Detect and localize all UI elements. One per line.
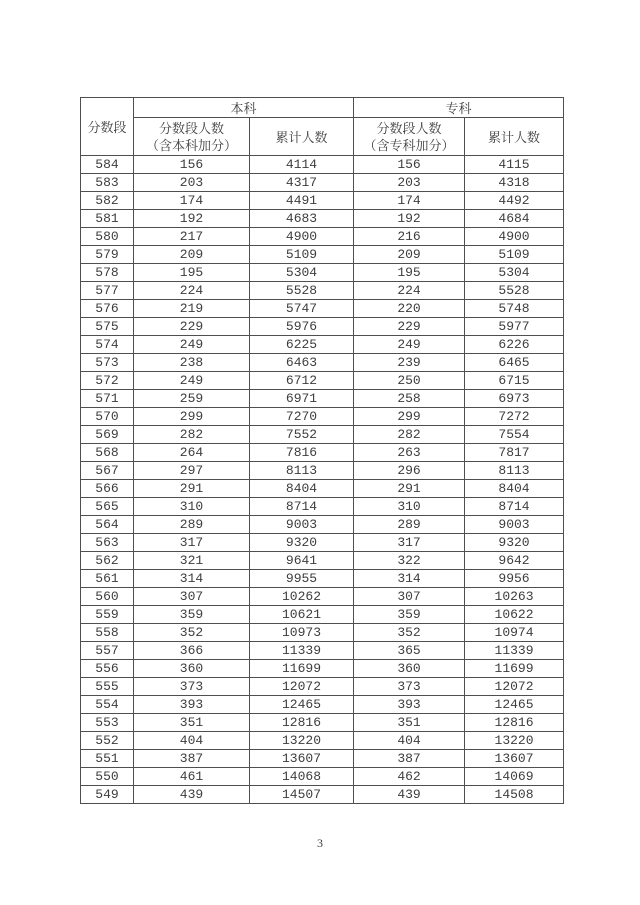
table-cell: 4317 <box>250 174 354 192</box>
table-cell: 393 <box>354 696 465 714</box>
table-cell: 575 <box>81 318 134 336</box>
table-cell: 5748 <box>465 300 564 318</box>
table-cell: 282 <box>354 426 465 444</box>
score-distribution-table <box>80 97 564 804</box>
table-cell: 9956 <box>465 570 564 588</box>
table-cell: 556 <box>81 660 134 678</box>
table-cell: 217 <box>134 228 250 246</box>
table-cell: 229 <box>354 318 465 336</box>
header-college-count <box>354 118 465 156</box>
table-cell: 568 <box>81 444 134 462</box>
table-cell: 12465 <box>250 696 354 714</box>
table-cell: 561 <box>81 570 134 588</box>
table-cell: 12465 <box>465 696 564 714</box>
header-subhead-row <box>81 118 564 156</box>
table-cell: 317 <box>134 534 250 552</box>
table-cell: 6715 <box>465 372 564 390</box>
table-cell: 14068 <box>250 768 354 786</box>
table-cell: 557 <box>81 642 134 660</box>
table-cell: 439 <box>134 786 250 804</box>
table-cell: 10263 <box>465 588 564 606</box>
table-cell: 10621 <box>250 606 354 624</box>
table-cell: 203 <box>134 174 250 192</box>
table-cell: 224 <box>134 282 250 300</box>
table-cell: 9320 <box>250 534 354 552</box>
table-cell: 229 <box>134 318 250 336</box>
table-row <box>81 732 564 750</box>
table-cell: 559 <box>81 606 134 624</box>
table-cell: 13220 <box>465 732 564 750</box>
table-row <box>81 300 564 318</box>
table-cell: 239 <box>354 354 465 372</box>
table-cell: 317 <box>354 534 465 552</box>
table-cell: 6973 <box>465 390 564 408</box>
header-score-segment: 分数段 <box>81 98 134 156</box>
table-cell: 10974 <box>465 624 564 642</box>
header-college-count-line1: 分数段人数 <box>376 120 442 136</box>
table-cell: 9320 <box>465 534 564 552</box>
table-row <box>81 174 564 192</box>
table-row <box>81 678 564 696</box>
table-cell: 393 <box>134 696 250 714</box>
page-number: 3 <box>317 836 323 850</box>
table-cell: 574 <box>81 336 134 354</box>
table-cell: 5528 <box>250 282 354 300</box>
header-college-count-line2: （含专科加分） <box>363 137 455 153</box>
table-cell: 4318 <box>465 174 564 192</box>
table-cell: 571 <box>81 390 134 408</box>
table-cell: 249 <box>354 336 465 354</box>
table-cell: 299 <box>354 408 465 426</box>
table-cell: 549 <box>81 786 134 804</box>
table-cell: 291 <box>134 480 250 498</box>
table-cell: 462 <box>354 768 465 786</box>
table-cell: 580 <box>81 228 134 246</box>
table-cell: 558 <box>81 624 134 642</box>
table-cell: 209 <box>354 246 465 264</box>
table-cell: 195 <box>354 264 465 282</box>
table-cell: 359 <box>354 606 465 624</box>
table-row <box>81 372 564 390</box>
table-cell: 4683 <box>250 210 354 228</box>
table-cell: 297 <box>134 462 250 480</box>
table-row <box>81 516 564 534</box>
table-cell: 551 <box>81 750 134 768</box>
table-cell: 6225 <box>250 336 354 354</box>
table-cell: 562 <box>81 552 134 570</box>
table-cell: 6463 <box>250 354 354 372</box>
table-cell: 352 <box>354 624 465 642</box>
table-row <box>81 714 564 732</box>
table-row <box>81 642 564 660</box>
header-group-college: 专科 <box>354 98 564 118</box>
table-cell: 259 <box>134 390 250 408</box>
table-cell: 550 <box>81 768 134 786</box>
table-cell: 314 <box>354 570 465 588</box>
table-cell: 404 <box>354 732 465 750</box>
table-cell: 4114 <box>250 156 354 174</box>
table-row <box>81 588 564 606</box>
table-cell: 282 <box>134 426 250 444</box>
table-cell: 289 <box>134 516 250 534</box>
table-row <box>81 750 564 768</box>
table-cell: 461 <box>134 768 250 786</box>
table-cell: 581 <box>81 210 134 228</box>
table-cell: 6712 <box>250 372 354 390</box>
table-cell: 6226 <box>465 336 564 354</box>
table-row <box>81 408 564 426</box>
table-cell: 8113 <box>250 462 354 480</box>
table-cell: 7554 <box>465 426 564 444</box>
table-cell: 9641 <box>250 552 354 570</box>
table-cell: 366 <box>134 642 250 660</box>
table-cell: 360 <box>134 660 250 678</box>
table-cell: 567 <box>81 462 134 480</box>
table-row <box>81 264 564 282</box>
table-cell: 13607 <box>250 750 354 768</box>
table-cell: 359 <box>134 606 250 624</box>
table-row <box>81 606 564 624</box>
table-cell: 11339 <box>465 642 564 660</box>
table-cell: 404 <box>134 732 250 750</box>
header-undergraduate-cumulative: 累计人数 <box>250 118 354 156</box>
table-cell: 14507 <box>250 786 354 804</box>
table-cell: 584 <box>81 156 134 174</box>
table-cell: 387 <box>354 750 465 768</box>
table-cell: 553 <box>81 714 134 732</box>
table-row <box>81 228 564 246</box>
table-cell: 351 <box>354 714 465 732</box>
table-row <box>81 660 564 678</box>
table-cell: 578 <box>81 264 134 282</box>
table-cell: 310 <box>354 498 465 516</box>
table-cell: 9955 <box>250 570 354 588</box>
table-cell: 365 <box>354 642 465 660</box>
table-cell: 564 <box>81 516 134 534</box>
table-cell: 4900 <box>465 228 564 246</box>
table-cell: 573 <box>81 354 134 372</box>
table-cell: 8404 <box>465 480 564 498</box>
table-cell: 203 <box>354 174 465 192</box>
table-cell: 216 <box>354 228 465 246</box>
table-cell: 249 <box>134 336 250 354</box>
table-cell: 576 <box>81 300 134 318</box>
table-cell: 373 <box>134 678 250 696</box>
table-cell: 360 <box>354 660 465 678</box>
table-cell: 566 <box>81 480 134 498</box>
table-cell: 5109 <box>465 246 564 264</box>
table-cell: 5747 <box>250 300 354 318</box>
table-row <box>81 570 564 588</box>
table-row <box>81 624 564 642</box>
table-row <box>81 192 564 210</box>
table-cell: 12072 <box>465 678 564 696</box>
table-row <box>81 696 564 714</box>
table-row <box>81 156 564 174</box>
table-row <box>81 462 564 480</box>
table-cell: 5977 <box>465 318 564 336</box>
header-group-row <box>81 98 564 118</box>
table-cell: 5528 <box>465 282 564 300</box>
table-cell: 9003 <box>465 516 564 534</box>
table-cell: 4684 <box>465 210 564 228</box>
table-cell: 569 <box>81 426 134 444</box>
header-undergraduate-count-line1: 分数段人数 <box>158 120 224 136</box>
table-cell: 579 <box>81 246 134 264</box>
table-cell: 14508 <box>465 786 564 804</box>
table-cell: 264 <box>134 444 250 462</box>
table-row <box>81 336 564 354</box>
table-cell: 195 <box>134 264 250 282</box>
table-cell: 321 <box>134 552 250 570</box>
table-row <box>81 390 564 408</box>
table-cell: 563 <box>81 534 134 552</box>
table-cell: 174 <box>354 192 465 210</box>
table-cell: 314 <box>134 570 250 588</box>
table-cell: 10622 <box>465 606 564 624</box>
table-row <box>81 282 564 300</box>
table-cell: 263 <box>354 444 465 462</box>
table-cell: 9642 <box>465 552 564 570</box>
header-undergraduate-count <box>134 118 250 156</box>
table-cell: 156 <box>134 156 250 174</box>
table-cell: 4491 <box>250 192 354 210</box>
table-cell: 310 <box>134 498 250 516</box>
table-cell: 7816 <box>250 444 354 462</box>
table-cell: 4900 <box>250 228 354 246</box>
table-row <box>81 768 564 786</box>
table-cell: 307 <box>354 588 465 606</box>
table-cell: 577 <box>81 282 134 300</box>
table-cell: 560 <box>81 588 134 606</box>
table-cell: 13607 <box>465 750 564 768</box>
table-cell: 11699 <box>465 660 564 678</box>
table-cell: 7272 <box>465 408 564 426</box>
table-row <box>81 318 564 336</box>
table-cell: 8714 <box>250 498 354 516</box>
table-cell: 8714 <box>465 498 564 516</box>
table-cell: 8404 <box>250 480 354 498</box>
table-cell: 5109 <box>250 246 354 264</box>
table-cell: 555 <box>81 678 134 696</box>
table-cell: 250 <box>354 372 465 390</box>
table-cell: 4492 <box>465 192 564 210</box>
table-cell: 5976 <box>250 318 354 336</box>
table-cell: 291 <box>354 480 465 498</box>
table-cell: 174 <box>134 192 250 210</box>
table-cell: 289 <box>354 516 465 534</box>
table-cell: 572 <box>81 372 134 390</box>
table-cell: 322 <box>354 552 465 570</box>
table-cell: 583 <box>81 174 134 192</box>
table-cell: 10262 <box>250 588 354 606</box>
table-cell: 7270 <box>250 408 354 426</box>
header-college-cumulative: 累计人数 <box>465 118 564 156</box>
table-cell: 10973 <box>250 624 354 642</box>
table-cell: 299 <box>134 408 250 426</box>
table-cell: 552 <box>81 732 134 750</box>
table-cell: 12816 <box>250 714 354 732</box>
table-row <box>81 444 564 462</box>
table-row <box>81 498 564 516</box>
table-row <box>81 786 564 804</box>
table-cell: 296 <box>354 462 465 480</box>
table-cell: 5304 <box>250 264 354 282</box>
table-row <box>81 552 564 570</box>
table-cell: 5304 <box>465 264 564 282</box>
table-cell: 6465 <box>465 354 564 372</box>
table-cell: 7552 <box>250 426 354 444</box>
table-cell: 8113 <box>465 462 564 480</box>
table-cell: 219 <box>134 300 250 318</box>
table-cell: 6971 <box>250 390 354 408</box>
table-cell: 258 <box>354 390 465 408</box>
table-row <box>81 210 564 228</box>
table-cell: 11699 <box>250 660 354 678</box>
table-row <box>81 246 564 264</box>
table-cell: 387 <box>134 750 250 768</box>
table-cell: 351 <box>134 714 250 732</box>
table-cell: 9003 <box>250 516 354 534</box>
table-cell: 12816 <box>465 714 564 732</box>
table-cell: 373 <box>354 678 465 696</box>
table-cell: 13220 <box>250 732 354 750</box>
table-row <box>81 354 564 372</box>
table-cell: 249 <box>134 372 250 390</box>
table-cell: 192 <box>134 210 250 228</box>
table-cell: 156 <box>354 156 465 174</box>
table-cell: 11339 <box>250 642 354 660</box>
table-cell: 352 <box>134 624 250 642</box>
table-cell: 554 <box>81 696 134 714</box>
table-cell: 565 <box>81 498 134 516</box>
table-row <box>81 480 564 498</box>
table-cell: 224 <box>354 282 465 300</box>
table-cell: 220 <box>354 300 465 318</box>
table-cell: 238 <box>134 354 250 372</box>
table-cell: 307 <box>134 588 250 606</box>
table-cell: 439 <box>354 786 465 804</box>
table-body <box>81 156 564 804</box>
table-cell: 582 <box>81 192 134 210</box>
table-cell: 7817 <box>465 444 564 462</box>
table-cell: 192 <box>354 210 465 228</box>
table-cell: 4115 <box>465 156 564 174</box>
table-cell: 14069 <box>465 768 564 786</box>
table-cell: 570 <box>81 408 134 426</box>
header-undergraduate-count-line2: （含本科加分） <box>145 137 237 153</box>
header-group-undergraduate: 本科 <box>134 98 354 118</box>
table-cell: 12072 <box>250 678 354 696</box>
table-row <box>81 534 564 552</box>
table-row <box>81 426 564 444</box>
table-cell: 209 <box>134 246 250 264</box>
